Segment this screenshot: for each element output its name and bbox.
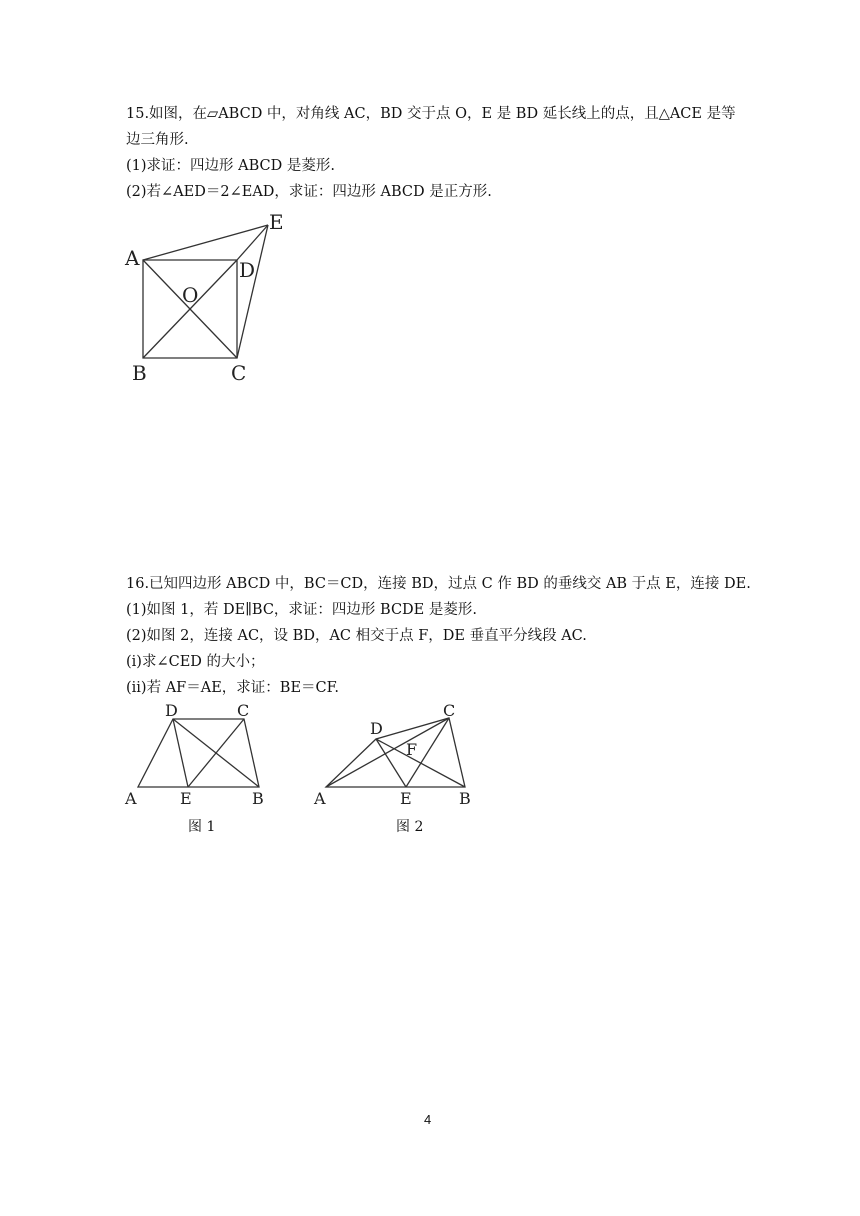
problem15-line-1: 15.如图，在▱ABCD 中，对角线 AC，BD 交于点 O，E 是 BD 延长线上的点，且△ACE 是等 bbox=[126, 106, 736, 122]
figure-2-caption: 图 2 bbox=[396, 819, 424, 835]
figure-2 bbox=[308, 698, 483, 810]
label-a: A bbox=[314, 789, 326, 808]
label-d: D bbox=[370, 719, 383, 738]
problem16-part-1: (1)如图 1，若 DE∥BC，求证：四边形 BCDE 是菱形. bbox=[126, 602, 477, 618]
label-f: F bbox=[406, 740, 418, 759]
problem16-part-2-ii: (ⅱ)若 AF＝AE，求证：BE＝CF. bbox=[126, 680, 340, 696]
problem16-part-2: (2)如图 2，连接 AC，设 BD，AC 相交于点 F，DE 垂直平分线段 AC. bbox=[126, 628, 587, 644]
page-number: 4 bbox=[424, 1112, 432, 1127]
figure-square-abcd bbox=[120, 205, 300, 385]
quad-abcd bbox=[138, 719, 259, 787]
problem16-part-2-i: (ⅰ)求∠CED 的大小； bbox=[126, 654, 265, 670]
label-a: A bbox=[125, 789, 137, 808]
problem16-line-1: 16.已知四边形 ABCD 中，BC＝CD，连接 BD，过点 C 作 BD 的垂线交 AB 于点 E，连接 DE. bbox=[126, 576, 751, 592]
segment-de bbox=[376, 739, 406, 787]
label-e: E bbox=[180, 789, 192, 808]
segment-ce bbox=[237, 225, 268, 358]
label-d: D bbox=[239, 258, 256, 282]
label-a: A bbox=[125, 246, 140, 270]
label-c: C bbox=[443, 701, 456, 720]
figure-1 bbox=[120, 700, 280, 810]
figure-1-caption: 图 1 bbox=[188, 819, 216, 835]
label-e: E bbox=[269, 210, 284, 234]
problem15-part-1: (1)求证：四边形 ABCD 是菱形. bbox=[126, 158, 335, 174]
problem15-line-2: 边三角形. bbox=[126, 132, 189, 148]
problem15-part-2: (2)若∠AED＝2∠EAD，求证：四边形 ABCD 是正方形. bbox=[126, 184, 492, 200]
label-b: B bbox=[252, 789, 264, 808]
label-d: D bbox=[165, 701, 178, 720]
label-b: B bbox=[459, 789, 471, 808]
label-o: O bbox=[182, 283, 199, 307]
label-c: C bbox=[237, 701, 250, 720]
label-b: B bbox=[132, 361, 147, 385]
segment-ce bbox=[188, 719, 244, 787]
label-c: C bbox=[231, 361, 247, 385]
quad-abcd bbox=[326, 718, 465, 787]
label-e: E bbox=[400, 789, 412, 808]
segment-ae bbox=[143, 225, 268, 260]
segment-ac bbox=[326, 718, 449, 787]
